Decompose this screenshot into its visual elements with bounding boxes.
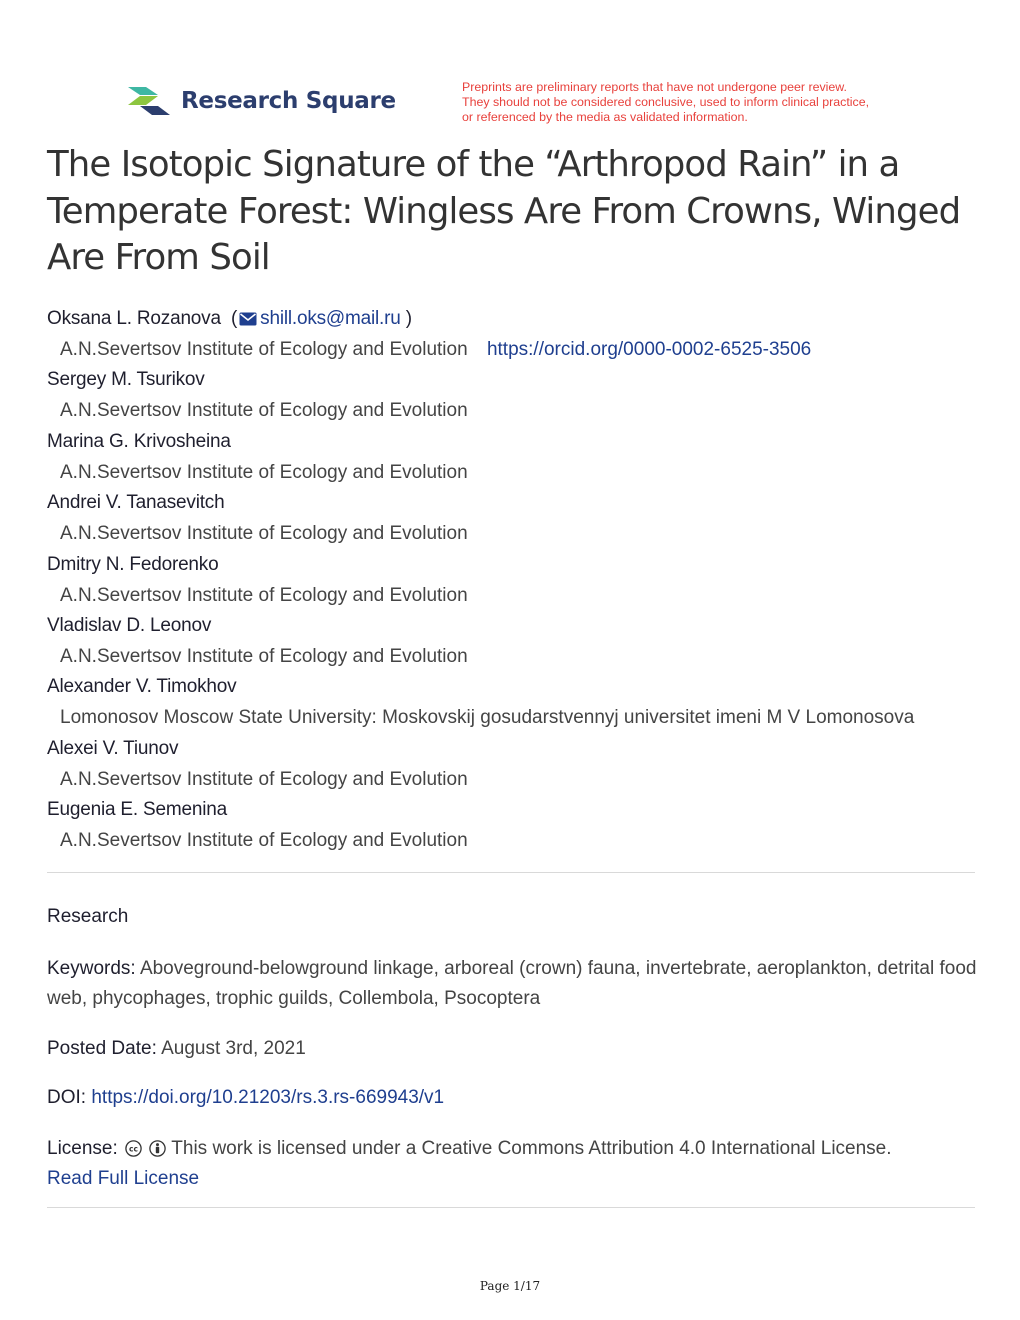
author-email-link[interactable]: shill.oks@mail.ru <box>260 308 401 329</box>
author-name: Dmitry N. Fedorenko <box>47 553 219 575</box>
read-full-license-link[interactable]: Read Full License <box>47 1168 200 1189</box>
posted-date-block <box>47 1034 982 1064</box>
author-name: Sergey M. Tsurikov <box>47 369 205 391</box>
keywords-label: Keywords: <box>47 958 136 979</box>
disclaimer-line: They should not be considered conclusive, used to inform clinical practice, <box>462 95 870 109</box>
author-name <box>47 305 987 336</box>
page-number: Page 1/17 <box>479 1279 541 1293</box>
orcid-link[interactable]: https://orcid.org/0000-0002-6525-3506 <box>486 339 812 360</box>
license-text: This work is licensed under a Creative Commons Attribution 4.0 International License. <box>171 1138 892 1159</box>
doi-block <box>47 1083 982 1113</box>
section-divider <box>47 872 975 873</box>
paper-title: The Isotopic Signature of the “Arthropod Rain” in a Temperate Forest: Wingless Are From Crowns, Winged Are From Soil <box>47 144 961 278</box>
author-affiliation: A.N.Severtsov Institute of Ecology and Evolution <box>60 523 468 545</box>
posted-date-label: Posted Date: <box>47 1038 157 1059</box>
keywords-value: Aboveground-belowground linkage, arboreal (crown) fauna, invertebrate, aeroplankton, detrital food web, phycophages, trophic guilds, Collembola, Psocoptera <box>47 958 977 1009</box>
by-icon <box>149 1140 166 1157</box>
author-name: Eugenia E. Semenina <box>47 799 227 821</box>
author-affiliation: A.N.Severtsov Institute of Ecology and Evolution <box>60 645 468 667</box>
author-list <box>47 305 987 858</box>
doi-link[interactable]: https://doi.org/10.21203/rs.3.rs-669943/v1 <box>91 1087 445 1108</box>
envelope-icon <box>239 312 257 326</box>
affiliation-text: A.N.Severtsov Institute of Ecology and Evolution <box>60 339 468 360</box>
cc-icon <box>125 1140 142 1157</box>
svg-text:cc: cc <box>129 1144 139 1154</box>
doi-label: DOI: <box>47 1087 87 1108</box>
author-affiliation: A.N.Severtsov Institute of Ecology and Evolution <box>60 768 468 790</box>
author-affiliation: A.N.Severtsov Institute of Ecology and Evolution <box>60 584 468 606</box>
logo-text: Research Square <box>181 88 396 114</box>
author-affiliation <box>47 336 987 366</box>
author-name: Alexander V. Timokhov <box>47 676 237 698</box>
author-name-text: Oksana L. Rozanova <box>47 308 221 329</box>
email-contact: ( shill.oks@mail.ru ) <box>225 308 412 329</box>
keywords-block <box>47 954 982 1014</box>
disclaimer-line: Preprints are preliminary reports that have not undergone peer review. <box>462 80 848 94</box>
license-label: License: <box>47 1138 118 1159</box>
author-name: Andrei V. Tanasevitch <box>47 492 225 514</box>
author-affiliation: Lomonosov Moscow State University: Moskovskij gosudarstvennyj universitet imeni M V Lomonosova <box>60 707 915 729</box>
license-block <box>47 1134 982 1194</box>
preprint-disclaimer <box>462 80 922 125</box>
research-square-logo <box>126 84 396 118</box>
author-name: Marina G. Krivosheina <box>47 430 231 452</box>
posted-date-value: August 3rd, 2021 <box>161 1038 306 1059</box>
author-affiliation: A.N.Severtsov Institute of Ecology and Evolution <box>60 830 468 852</box>
article-type: Research <box>47 906 129 927</box>
author-affiliation: A.N.Severtsov Institute of Ecology and Evolution <box>60 461 468 483</box>
section-divider <box>47 1207 975 1208</box>
author-name: Alexei V. Tiunov <box>47 737 179 759</box>
disclaimer-line: or referenced by the media as validated information. <box>462 110 748 124</box>
research-square-logo-icon <box>126 84 170 118</box>
author-affiliation: A.N.Severtsov Institute of Ecology and Evolution <box>60 400 468 422</box>
author-name: Vladislav D. Leonov <box>47 614 212 636</box>
